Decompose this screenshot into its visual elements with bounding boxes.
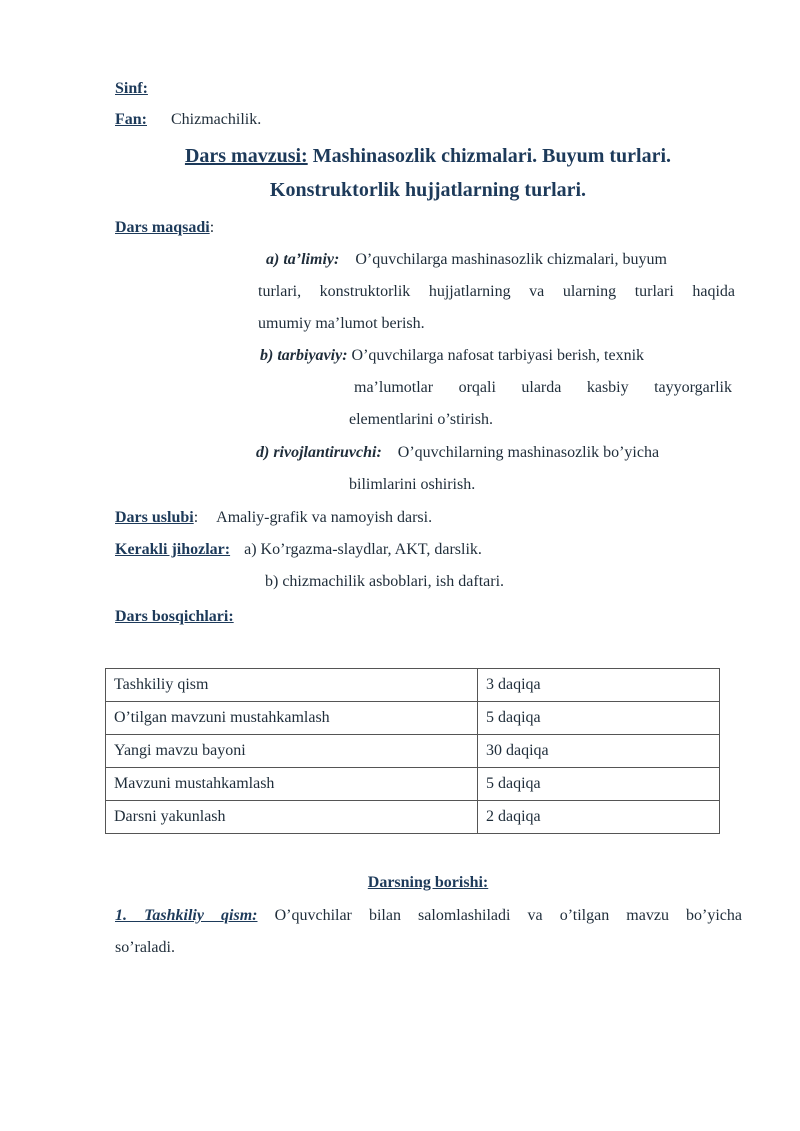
uslub-label: Dars uslubi (115, 509, 194, 526)
lesson-stages-table (105, 668, 720, 834)
rivoj-line2: bilimlarini oshirish. (349, 476, 476, 493)
table-row (106, 735, 720, 768)
rivoj-row (256, 443, 659, 463)
topic-line1: Mashinasozlik chizmalari. Buyum turlari. (312, 145, 672, 167)
fan-value: Chizmachilik. (171, 111, 262, 128)
tashkiliy-paragraph-line1 (115, 906, 742, 926)
talimiy-line2: turlari, konstruktorlik hujjatlarning va ularning turlari haqida (258, 283, 735, 300)
lesson-topic-title-line2 (0, 177, 800, 203)
fan-row (115, 110, 261, 130)
table-row (106, 669, 720, 702)
rivoj-line1: O’quvchilarning mashinasozlik bo’yicha (397, 444, 660, 461)
stage-name: Darsni yakunlash (106, 801, 478, 834)
talimiy-line1: O’quvchilarga mashinasozlik chizmalari, buyum (355, 251, 667, 268)
stage-name: O’tilgan mavzuni mustahkamlash (106, 702, 478, 735)
stage-name: Tashkiliy qism (106, 669, 478, 702)
stage-time: 3 daqiqa (478, 669, 720, 702)
uslub-value: Amaliy-grafik va namoyish darsi. (216, 509, 433, 526)
lesson-flow-heading: Darsning borishi: (367, 874, 489, 891)
uslub-colon: : (193, 509, 199, 526)
table-row (106, 768, 720, 801)
stage-name: Mavzuni mustahkamlash (106, 768, 478, 801)
maqsad-label: Dars maqsadi (115, 219, 210, 236)
tarbiyaviy-line1: O’quvchilarga nafosat tarbiyasi berish, texnik (351, 347, 645, 364)
jihoz-line1: a) Ko’rgazma-slaydlar, AKT, darslik. (244, 541, 482, 558)
uslub-row (115, 508, 432, 528)
stage-time: 5 daqiqa (478, 702, 720, 735)
lesson-topic-title (0, 143, 800, 169)
talimiy-row (266, 250, 667, 270)
jihoz-line2: b) chizmachilik asboblari, ish daftari. (265, 573, 505, 590)
table-row (106, 801, 720, 834)
stage-name: Yangi mavzu bayoni (106, 735, 478, 768)
tashkiliy-line1: O’quvchilar bilan salomlashiladi va o’tilgan mavzu bo’yicha (274, 907, 743, 924)
tarbiyaviy-row (260, 346, 644, 366)
jihoz-row (115, 540, 482, 560)
tarbiyaviy-line2: ma’lumotlar orqali ularda kasbiy tayyorgarlik (354, 379, 732, 396)
table-row (106, 702, 720, 735)
bosqich-row (115, 607, 234, 627)
fan-label: Fan: (115, 111, 147, 128)
topic-line2: Konstruktorlik hujjatlarning turlari. (269, 179, 587, 201)
tashkiliy-line2: so’raladi. (115, 939, 175, 956)
talimiy-label: a) ta’limiy: (266, 251, 340, 268)
topic-label: Dars mavzusi: (184, 145, 308, 167)
stage-time: 30 daqiqa (478, 735, 720, 768)
talimiy-line3: umumiy ma’lumot berish. (258, 315, 425, 332)
jihoz-label: Kerakli jihozlar: (115, 541, 231, 558)
bosqich-label: Dars bosqichlari: (115, 608, 234, 625)
stage-time: 5 daqiqa (478, 768, 720, 801)
tarbiyaviy-label: b) tarbiyaviy: (260, 347, 348, 364)
maqsad-row (115, 218, 214, 238)
tashkiliy-label: 1. Tashkiliy qism: (115, 907, 258, 924)
sinf-row (115, 79, 148, 99)
sinf-label: Sinf: (115, 80, 148, 97)
rivoj-label: d) rivojlantiruvchi: (256, 444, 382, 461)
tarbiyaviy-line3: elementlarini o’stirish. (349, 411, 493, 428)
maqsad-colon: : (209, 219, 215, 236)
stage-time: 2 daqiqa (478, 801, 720, 834)
